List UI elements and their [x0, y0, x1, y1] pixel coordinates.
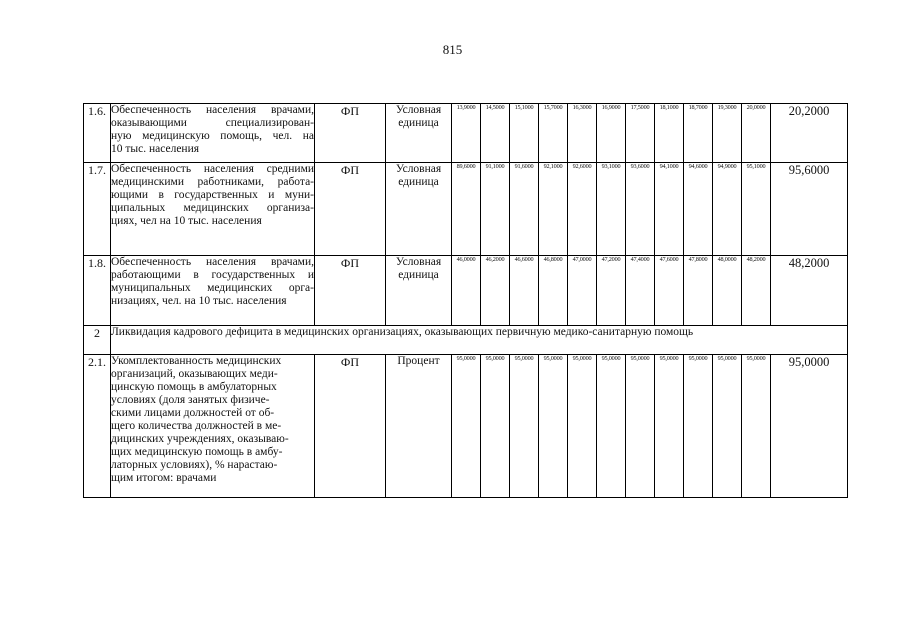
- source-cell: ФП: [315, 163, 386, 256]
- indicator-name: Укомплектованность медицинских организаций, оказывающих меди- цинскую помощь в амбулаторных условиях (доля занятых физиче- скими лицами должностей от об- щего количества должностей в ме- дицинских учреждениях, оказываю- щих медицинскую помощь в амбу- латорных условиях), % нарастаю- щим итогом: врачами: [111, 355, 315, 498]
- year-value: 93,1000: [597, 163, 626, 256]
- year-value: 47,8000: [684, 256, 713, 326]
- target-value: 20,2000: [771, 104, 848, 163]
- year-value: 13,9000: [452, 104, 481, 163]
- year-value: 95,0000: [626, 355, 655, 498]
- year-value: 48,0000: [713, 256, 742, 326]
- row-number: 2.1.: [84, 355, 111, 498]
- row-number: 1.8.: [84, 256, 111, 326]
- indicators-table: [83, 103, 848, 498]
- year-value: 95,0000: [597, 355, 626, 498]
- year-value: 15,1000: [510, 104, 539, 163]
- section-row: [84, 326, 848, 355]
- year-value: 18,1000: [655, 104, 684, 163]
- row-number: 1.7.: [84, 163, 111, 256]
- year-value: 95,0000: [742, 355, 771, 498]
- year-value: 95,0000: [713, 355, 742, 498]
- year-value: 95,0000: [510, 355, 539, 498]
- target-value: 48,2000: [771, 256, 848, 326]
- year-value: 47,6000: [655, 256, 684, 326]
- year-value: 95,0000: [568, 355, 597, 498]
- source-cell: ФП: [315, 104, 386, 163]
- year-value: 95,0000: [539, 355, 568, 498]
- year-value: 20,0000: [742, 104, 771, 163]
- target-value: 95,6000: [771, 163, 848, 256]
- source-cell: ФП: [315, 256, 386, 326]
- year-value: 89,6000: [452, 163, 481, 256]
- year-value: 14,5000: [481, 104, 510, 163]
- section-number: 2: [84, 326, 111, 355]
- row-number: 1.6.: [84, 104, 111, 163]
- year-value: 92,1000: [539, 163, 568, 256]
- year-value: 47,0000: [568, 256, 597, 326]
- target-value: 95,0000: [771, 355, 848, 498]
- year-value: 17,5000: [626, 104, 655, 163]
- year-value: 46,8000: [539, 256, 568, 326]
- year-value: 91,6000: [510, 163, 539, 256]
- year-value: 95,0000: [452, 355, 481, 498]
- year-value: 47,2000: [597, 256, 626, 326]
- year-value: 94,6000: [684, 163, 713, 256]
- year-value: 94,1000: [655, 163, 684, 256]
- year-value: 95,1000: [742, 163, 771, 256]
- year-value: 95,0000: [481, 355, 510, 498]
- year-value: 95,0000: [655, 355, 684, 498]
- unit-cell: Процент: [386, 355, 452, 498]
- year-value: 15,7000: [539, 104, 568, 163]
- year-value: 16,9000: [597, 104, 626, 163]
- year-value: 46,2000: [481, 256, 510, 326]
- year-value: 19,3000: [713, 104, 742, 163]
- indicator-name: Обеспеченность населения врачами, оказывающими специализирован- ную медицинскую помощь, чел. на 10 тыс. населения: [111, 104, 315, 163]
- year-value: 48,2000: [742, 256, 771, 326]
- year-value: 95,0000: [684, 355, 713, 498]
- year-value: 93,6000: [626, 163, 655, 256]
- source-cell: ФП: [315, 355, 386, 498]
- table-row: [84, 163, 848, 256]
- year-value: 46,0000: [452, 256, 481, 326]
- unit-cell: Условная единица: [386, 104, 452, 163]
- year-value: 91,1000: [481, 163, 510, 256]
- year-value: 47,4000: [626, 256, 655, 326]
- table-row: [84, 104, 848, 163]
- year-value: 16,3000: [568, 104, 597, 163]
- section-title: Ликвидация кадрового дефицита в медицинских организациях, оказывающих первичную медико-санитарную помощь: [111, 326, 848, 355]
- table-row: [84, 355, 848, 498]
- year-value: 46,6000: [510, 256, 539, 326]
- year-value: 92,6000: [568, 163, 597, 256]
- indicator-name: Обеспеченность населения средними медицинскими работниками, работа- ющими в государственных и муни- ципальных медицинских организа- циях, чел на 10 тыс. населения: [111, 163, 315, 256]
- unit-cell: Условная единица: [386, 163, 452, 256]
- table-row: [84, 256, 848, 326]
- year-value: 18,7000: [684, 104, 713, 163]
- page-number: 815: [442, 42, 463, 57]
- indicator-name: Обеспеченность населения врачами, работающими в государственных и муниципальных медицинских орга- низациях, чел. на 10 тыс. населения: [111, 256, 315, 326]
- unit-cell: Условная единица: [386, 256, 452, 326]
- year-value: 94,9000: [713, 163, 742, 256]
